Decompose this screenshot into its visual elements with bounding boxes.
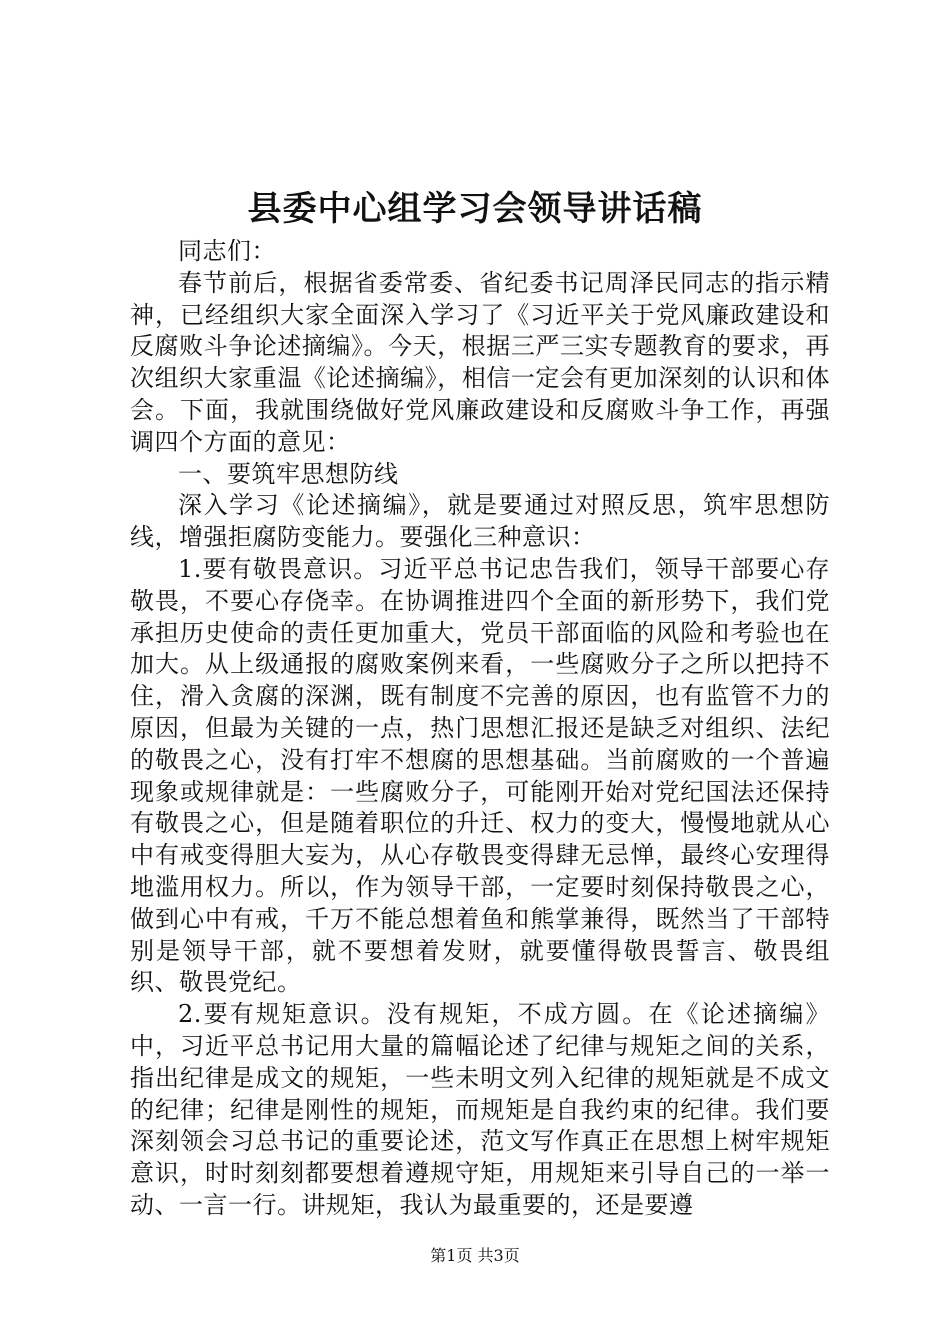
point-1-paragraph: 1.要有敬畏意识。习近平总书记忠告我们，领导干部要心存敬畏，不要心存侥幸。在协调推进四个全面的新形势下，我们党承担历史使命的责任更加重大，党员干部面临的风险和考验也在加大。从上级通报的腐败案例来看，一些腐败分子之所以把持不住，滑入贪腐的深渊，既有制度不完善的原因，也有监管不力的原因，但最为关键的一点，热门思想汇报还是缺乏对组织、法纪的敬畏之心，没有打牢不想腐的思想基础。当前腐败的一个普遍现象或规律就是：一些腐败分子，可能刚开始对党纪国法还保持有敬畏之心，但是随着职位的升迁、权力的变大，慢慢地就从心中有戒变得胆大妄为，从心存敬畏变得肆无忌惮，最终心安理得地滥用权力。所以，作为领导干部，一定要时刻保持敬畏之心，做到心中有戒，千万不能总想着鱼和熊掌兼得，既然当了干部特别是领导干部，就不要想着发财，就要懂得敬畏誓言、敬畏组织、敬畏党纪。 <box>130 554 830 997</box>
section-heading: 一、要筑牢思想防线 <box>178 459 399 488</box>
document-title: 县委中心组学习会领导讲话稿 <box>247 189 703 229</box>
point-2-paragraph: 2.要有规矩意识。没有规矩，不成方圆。在《论述摘编》中，习近平总书记用大量的篇幅论述了纪律与规矩之间的关系，指出纪律是成文的规矩，一些未明文列入纪律的规矩就是不成文的纪律；纪律是刚性的规矩，而规矩是自我约束的纪律。我们要深刻领会习总书记的重要论述，范文写作真正在思想上树牢规矩意识，时时刻刻都要想着遵规守矩，用规矩来引导自己的一举一动、一言一行。讲规矩，我认为最重要的，还是要遵 <box>130 1000 830 1219</box>
salutation-paragraph: 同志们： <box>178 237 276 265</box>
page-footer: 第1页 共3页 <box>430 1246 520 1265</box>
section-intro-paragraph: 深入学习《论述摘编》，就是要通过对照反思，筑牢思想防线，增强拒腐防变能力。要强化三种意识： <box>130 491 830 552</box>
intro-paragraph: 春节前后，根据省委常委、省纪委书记周泽民同志的指示精神，已经组织大家全面深入学习了《习近平关于党风廉政建设和反腐败斗争论述摘编》。今天，根据三严三实专题教育的要求，再次组织大家重温《论述摘编》，相信一定会有更加深刻的认识和体会。下面，我就围绕做好党风廉政建设和反腐败斗争工作，再强调四个方面的意见： <box>130 268 830 456</box>
document-body <box>130 236 830 1222</box>
